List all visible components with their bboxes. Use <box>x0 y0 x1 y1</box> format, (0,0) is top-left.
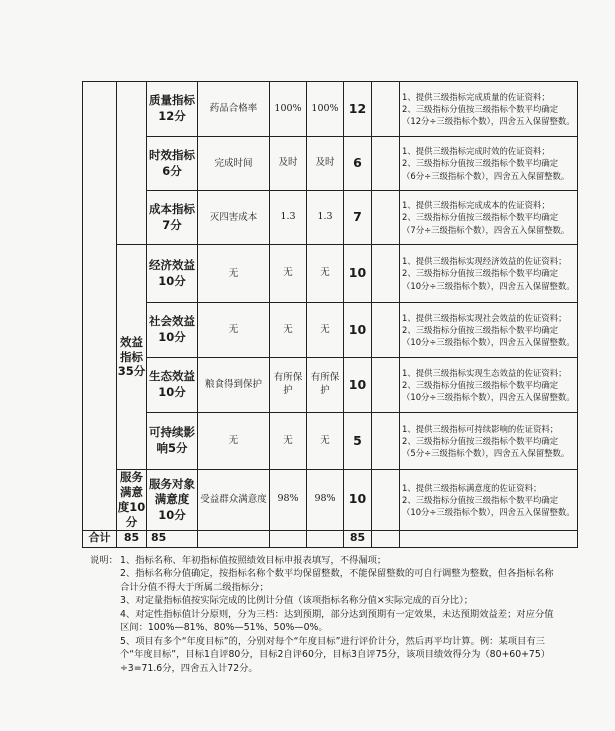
note-line: 1、提供三级指标满意度的佐证资料； <box>402 482 542 493</box>
note-item <box>90 635 560 675</box>
note-line: 1、提供三级指标完成成本的佐证资料； <box>402 200 550 211</box>
scoring-note <box>400 303 578 358</box>
note-line: （10分÷三级指标个数），四舍五入保留整数。 <box>402 337 575 348</box>
table-row <box>83 137 578 191</box>
level3-indicator: 生态效益10分 <box>147 358 198 413</box>
score-value: 6 <box>344 137 372 191</box>
notes-label: 说明： <box>90 555 118 566</box>
note-item <box>90 608 560 635</box>
note-line: 2、三级指标分值按三级指标个数平均确定 <box>402 379 559 390</box>
note-item <box>90 567 560 594</box>
note-line: 2、三级指标分值按三级指标个数平均确定 <box>402 268 559 279</box>
empty-cell <box>372 82 400 137</box>
annual-target-value: 98% <box>270 470 307 531</box>
note-line: 1、提供三级指标实现经济效益的佐证资料； <box>402 256 567 267</box>
total-label: 合计 <box>83 530 117 547</box>
actual-value: 及时 <box>307 137 344 191</box>
note-line: 1、提供三级指标实现社会效益的佐证资料； <box>402 312 567 323</box>
actual-value: 无 <box>307 245 344 303</box>
table-row <box>83 82 578 137</box>
annual-target-value: 无 <box>270 245 307 303</box>
level3-indicator: 服务对象满意度10分 <box>147 470 198 531</box>
score-value: 10 <box>344 470 372 531</box>
table-row <box>83 470 578 531</box>
total-row <box>83 530 578 547</box>
note-line: （10分÷三级指标个数），四舍五入保留整数。 <box>402 280 575 291</box>
explanation-notes <box>90 554 560 675</box>
note-line: （6分÷三级指标个数），四舍五入保留整数。 <box>402 170 570 181</box>
note-line: （12分÷三级指标个数），四舍五入保留整数。 <box>402 116 575 127</box>
table-row <box>83 358 578 413</box>
score-value: 10 <box>344 245 372 303</box>
empty-cell <box>372 245 400 303</box>
annual-target-value: 及时 <box>270 137 307 191</box>
level3-indicator: 可持续影响5分 <box>147 413 198 470</box>
note-line: 1、提供三级指标完成质量的佐证资料； <box>402 91 550 102</box>
performance-evaluation-table <box>82 81 578 548</box>
annual-target-value: 有所保护 <box>270 358 307 413</box>
indicator-name: 无 <box>198 245 270 303</box>
table-row <box>83 303 578 358</box>
scoring-note <box>400 413 578 470</box>
annual-target-value: 100% <box>270 82 307 137</box>
total-score: 85 <box>344 530 372 547</box>
note-line: 2、三级指标分值按三级指标个数平均确定 <box>402 103 559 114</box>
indicator-name: 完成时间 <box>198 137 270 191</box>
scoring-note <box>400 245 578 303</box>
total-weight-sub: 85 <box>147 530 198 547</box>
indicator-name: 灭四害成本 <box>198 191 270 245</box>
level2-indicator: 效益指标35分 <box>117 245 147 470</box>
table-row <box>83 191 578 245</box>
annual-target-value: 无 <box>270 303 307 358</box>
note-line: 2、三级指标分值按三级指标个数平均确定 <box>402 212 559 223</box>
indicator-name: 受益群众满意度 <box>198 470 270 531</box>
actual-value: 98% <box>307 470 344 531</box>
annual-target-value: 1.3 <box>270 191 307 245</box>
level3-indicator: 经济效益10分 <box>147 245 198 303</box>
level3-indicator: 社会效益10分 <box>147 303 198 358</box>
indicator-name: 无 <box>198 303 270 358</box>
level3-indicator: 成本指标7分 <box>147 191 198 245</box>
note-line: 1、提供三级指标完成时效的佐证资料； <box>402 146 550 157</box>
empty-cell <box>307 530 344 547</box>
level2-cell <box>117 82 147 245</box>
score-value: 12 <box>344 82 372 137</box>
empty-cell <box>372 530 400 547</box>
scoring-note <box>400 82 578 137</box>
note-item <box>90 554 560 567</box>
note-line: （5分÷三级指标个数），四舍五入保留整数。 <box>402 448 570 459</box>
scoring-note <box>400 470 578 531</box>
note-text: 5、项目有多个“年度目标”的，分别对每个“年度目标”进行评价计分，然后再平均计算。例：某项目有三个“年度目标”，目标1自评80分，目标2自评60分，目标3自评75分，该项目绩效得分为（80+60+75）÷3=71.6分，四舍五入计72分。 <box>120 635 551 674</box>
actual-value: 有所保护 <box>307 358 344 413</box>
actual-value: 无 <box>307 303 344 358</box>
score-value: 10 <box>344 358 372 413</box>
level3-indicator: 质量指标12分 <box>147 82 198 137</box>
note-line: 1、提供三级指标实现生态效益的佐证资料； <box>402 367 567 378</box>
table-row <box>83 413 578 470</box>
note-text: 1、指标名称、年初指标值按照绩效目标申报表填写，不得漏项； <box>120 555 387 566</box>
empty-cell <box>270 530 307 547</box>
table-row <box>83 245 578 303</box>
note-line: 2、三级指标分值按三级指标个数平均确定 <box>402 158 559 169</box>
empty-cell <box>372 137 400 191</box>
note-line: 2、三级指标分值按三级指标个数平均确定 <box>402 494 559 505</box>
scoring-note <box>400 358 578 413</box>
actual-value: 1.3 <box>307 191 344 245</box>
note-line: 2、三级指标分值按三级指标个数平均确定 <box>402 324 559 335</box>
empty-cell <box>372 303 400 358</box>
indicator-name: 粮食得到保护 <box>198 358 270 413</box>
empty-cell <box>372 191 400 245</box>
empty-cell <box>198 530 270 547</box>
annual-target-value: 无 <box>270 413 307 470</box>
actual-value: 无 <box>307 413 344 470</box>
indicator-name: 药品合格率 <box>198 82 270 137</box>
note-text: 2、指标名称分值确定，按指标名称个数平均保留整数，不能保留整数的可自行调整为整数，但各指标名称合计分值不得大于所属二级指标分； <box>120 568 554 593</box>
note-line: （10分÷三级指标个数），四舍五入保留整数。 <box>402 506 575 517</box>
level3-indicator: 时效指标6分 <box>147 137 198 191</box>
level1-cell <box>83 82 117 531</box>
scoring-note <box>400 191 578 245</box>
score-value: 7 <box>344 191 372 245</box>
actual-value: 100% <box>307 82 344 137</box>
empty-cell <box>372 413 400 470</box>
scoring-note <box>400 137 578 191</box>
note-line: 1、提供三级指标可持续影响的佐证资料； <box>402 423 559 434</box>
note-line: 2、三级指标分值按三级指标个数平均确定 <box>402 435 559 446</box>
indicator-name: 无 <box>198 413 270 470</box>
level2-indicator: 服务满意度10分 <box>117 470 146 529</box>
note-text: 4、对定性指标值计分原则，分为三档：达到预期，部分达到预期有一定效果，未达预期效益差；对应分值区间：100%—81%、80%—51%、50%—0%。 <box>120 608 554 634</box>
note-line: （7分÷三级指标个数），四舍五入保留整数。 <box>402 224 570 235</box>
total-weight: 85 <box>117 530 147 547</box>
empty-cell <box>372 470 400 531</box>
empty-cell <box>372 358 400 413</box>
note-item <box>90 594 560 607</box>
note-text: 3、对定量指标值按实际完成的比例计分值（该项指标名称分值×实际完成的百分比）； <box>120 595 474 607</box>
note-line: （10分÷三级指标个数），四舍五入保留整数。 <box>402 392 575 403</box>
score-value: 5 <box>344 413 372 470</box>
empty-cell <box>400 530 578 547</box>
score-value: 10 <box>344 303 372 358</box>
